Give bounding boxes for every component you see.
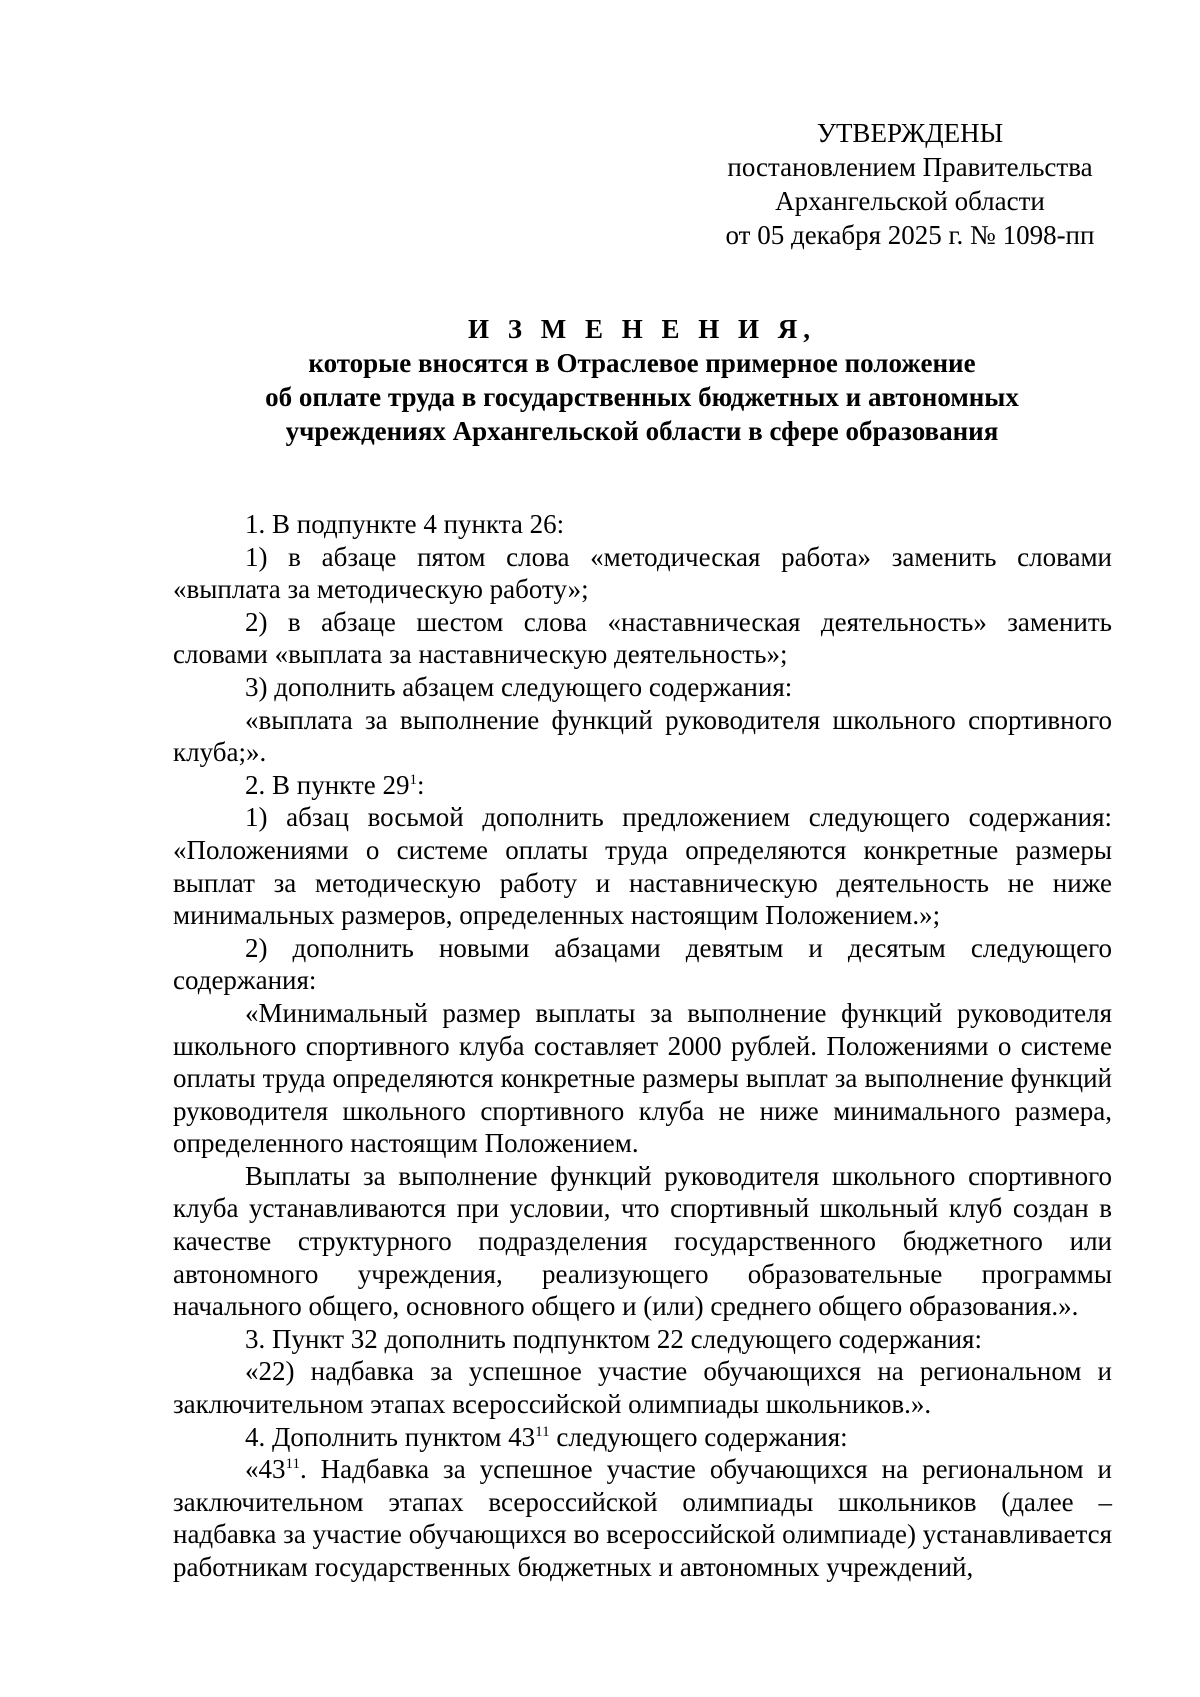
title-heading: И З М Е Н Е Н И Я, [467,314,816,344]
document-title [172,312,1112,448]
paragraph-10: Выплаты за выполнение функций руководителя школьного спортивного клуба устанавливаются при условии, что спортивный школьный клуб создан в качестве структурного подразделения государственного бюджетного или автономного учреждения, реализующего образовательные программы начального общего, основного общего и (или) среднего общего образования.». [173,1160,1112,1322]
paragraph-6-text: 2. В пункте 29 [245,769,410,800]
paragraph-14 [173,1453,1112,1583]
paragraph-2: 1) в абзаце пятом слова «методическая работа» заменить словами «выплата за методическую работу»; [173,541,1112,605]
paragraph-8: 2) дополнить новыми абзацами девятым и десятым следующего содержания: [173,932,1112,996]
approval-line-resolution: постановлением Правительства [727,152,1093,182]
paragraph-11: 3. Пункт 32 дополнить подпунктом 22 следующего содержания: [245,1323,982,1354]
approval-line-date-number: от 05 декабря 2025 г. № 1098-пп [725,220,1095,250]
paragraph-6 [173,769,1112,802]
approval-line-region: Архангельской области [775,186,1045,216]
paragraph-6-tail: : [416,769,425,800]
paragraph-3: 2) в абзаце шестом слова «наставническая деятельность» заменить словами «выплата за наставническую деятельность»; [173,606,1112,670]
paragraph-7: 1) абзац восьмой дополнить предложением следующего содержания: «Положениями о системе оплаты труда определяются конкретные размеры выплат за методическую работу и наставническую деятельность не ниже минимальных размеров, определенных настоящим Положением.»; [173,802,1112,931]
paragraph-13 [173,1421,1112,1454]
title-line-2: которые вносятся в Отраслевое примерное положение [308,348,976,378]
approval-stamp [690,116,1130,252]
paragraph-14-superscript: 11 [285,1456,300,1473]
title-line-4: учреждениях Архангельской области в сфере образования [285,416,999,446]
paragraph-13-superscript: 11 [535,1423,550,1440]
paragraph-6-superscript: 1 [409,771,417,788]
paragraph-13-tail: следующего содержания: [549,1421,848,1452]
approval-line-approved: УТВЕРЖДЕНЫ [816,118,1004,148]
paragraph-12: «22) надбавка за успешное участие обучающихся на региональном и заключительном этапах всероссийской олимпиады школьников.». [173,1356,1112,1420]
paragraph-1: 1. В подпункте 4 пункта 26: [245,509,565,539]
title-line-3: об оплате труда в государственных бюджетных и автономных [265,382,1019,412]
paragraph-5: «выплата за выполнение функций руководителя школьного спортивного клуба;». [173,704,1112,768]
paragraph-14-tail: . Надбавка за успешное участие обучающихся на региональном и заключительном этапах всероссийской олимпиады школьников (далее – надбавка за участие обучающихся во всероссийской олимпиаде) устанавливается работникам государственных бюджетных и автономных учреждений, [173,1454,1112,1582]
paragraph-14-text: «43 [245,1454,286,1485]
paragraph-4: 3) дополнить абзацем следующего содержания: [245,671,793,702]
paragraph-13-text: 4. Дополнить пунктом 43 [245,1421,536,1452]
document-body [173,508,1112,1584]
paragraph-9: «Минимальный размер выплаты за выполнение функций руководителя школьного спортивного клуба составляет 2000 рублей. Положениями о системе оплаты труда определяются конкретные размеры выплат за выполнение функций руководителя школьного спортивного клуба не ниже минимального размера, определенного настоящим Положением. [173,997,1112,1159]
